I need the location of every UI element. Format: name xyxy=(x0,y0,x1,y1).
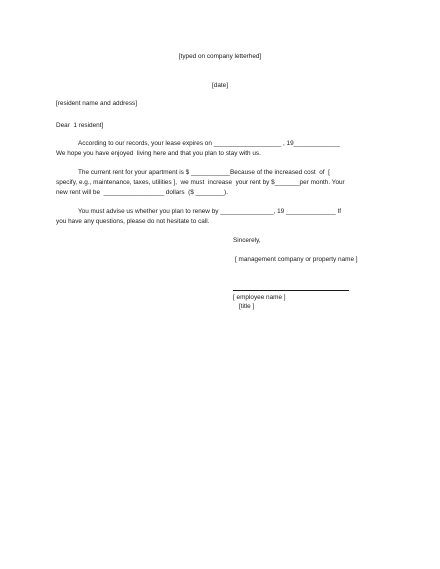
closing: Sincerely, xyxy=(233,237,261,244)
paragraph-2-line-3: new rent will be _________________ dollars ($ ________). xyxy=(56,189,228,196)
employee-name-placeholder: [ employee name ] xyxy=(233,294,286,301)
company-name-placeholder: [ management company or property name ] xyxy=(235,256,358,263)
paragraph-1-line-1: According to our records, your lease expires on ___________________ , 19_____________ xyxy=(78,140,340,147)
salutation: Dear 1 resident] xyxy=(56,122,104,129)
paragraph-3-line-2: you have any questions, please do not hesitate to call. xyxy=(56,218,210,225)
recipient-address: [resident name and address] xyxy=(56,100,137,107)
title-placeholder: [title ] xyxy=(239,303,255,310)
paragraph-1-line-2: We hope you have enjoyed living here and that you plan to stay with us. xyxy=(56,150,261,157)
date-placeholder: [date] xyxy=(212,82,228,89)
paragraph-2-line-1: The current rent for your apartment is $ ___________Because of the increased cost of [ xyxy=(78,169,330,176)
paragraph-3-line-1: You must advise us whether you plan to renew by _______________, 19 ______________ If xyxy=(78,208,342,215)
signature-line xyxy=(233,290,349,291)
paragraph-2-line-2: specify, e.g., maintenance, taxes, utilities ], we must increase your rent by $_______per month. Your xyxy=(56,179,345,186)
letterhead-note: [typed on company letterhed] xyxy=(178,53,262,60)
